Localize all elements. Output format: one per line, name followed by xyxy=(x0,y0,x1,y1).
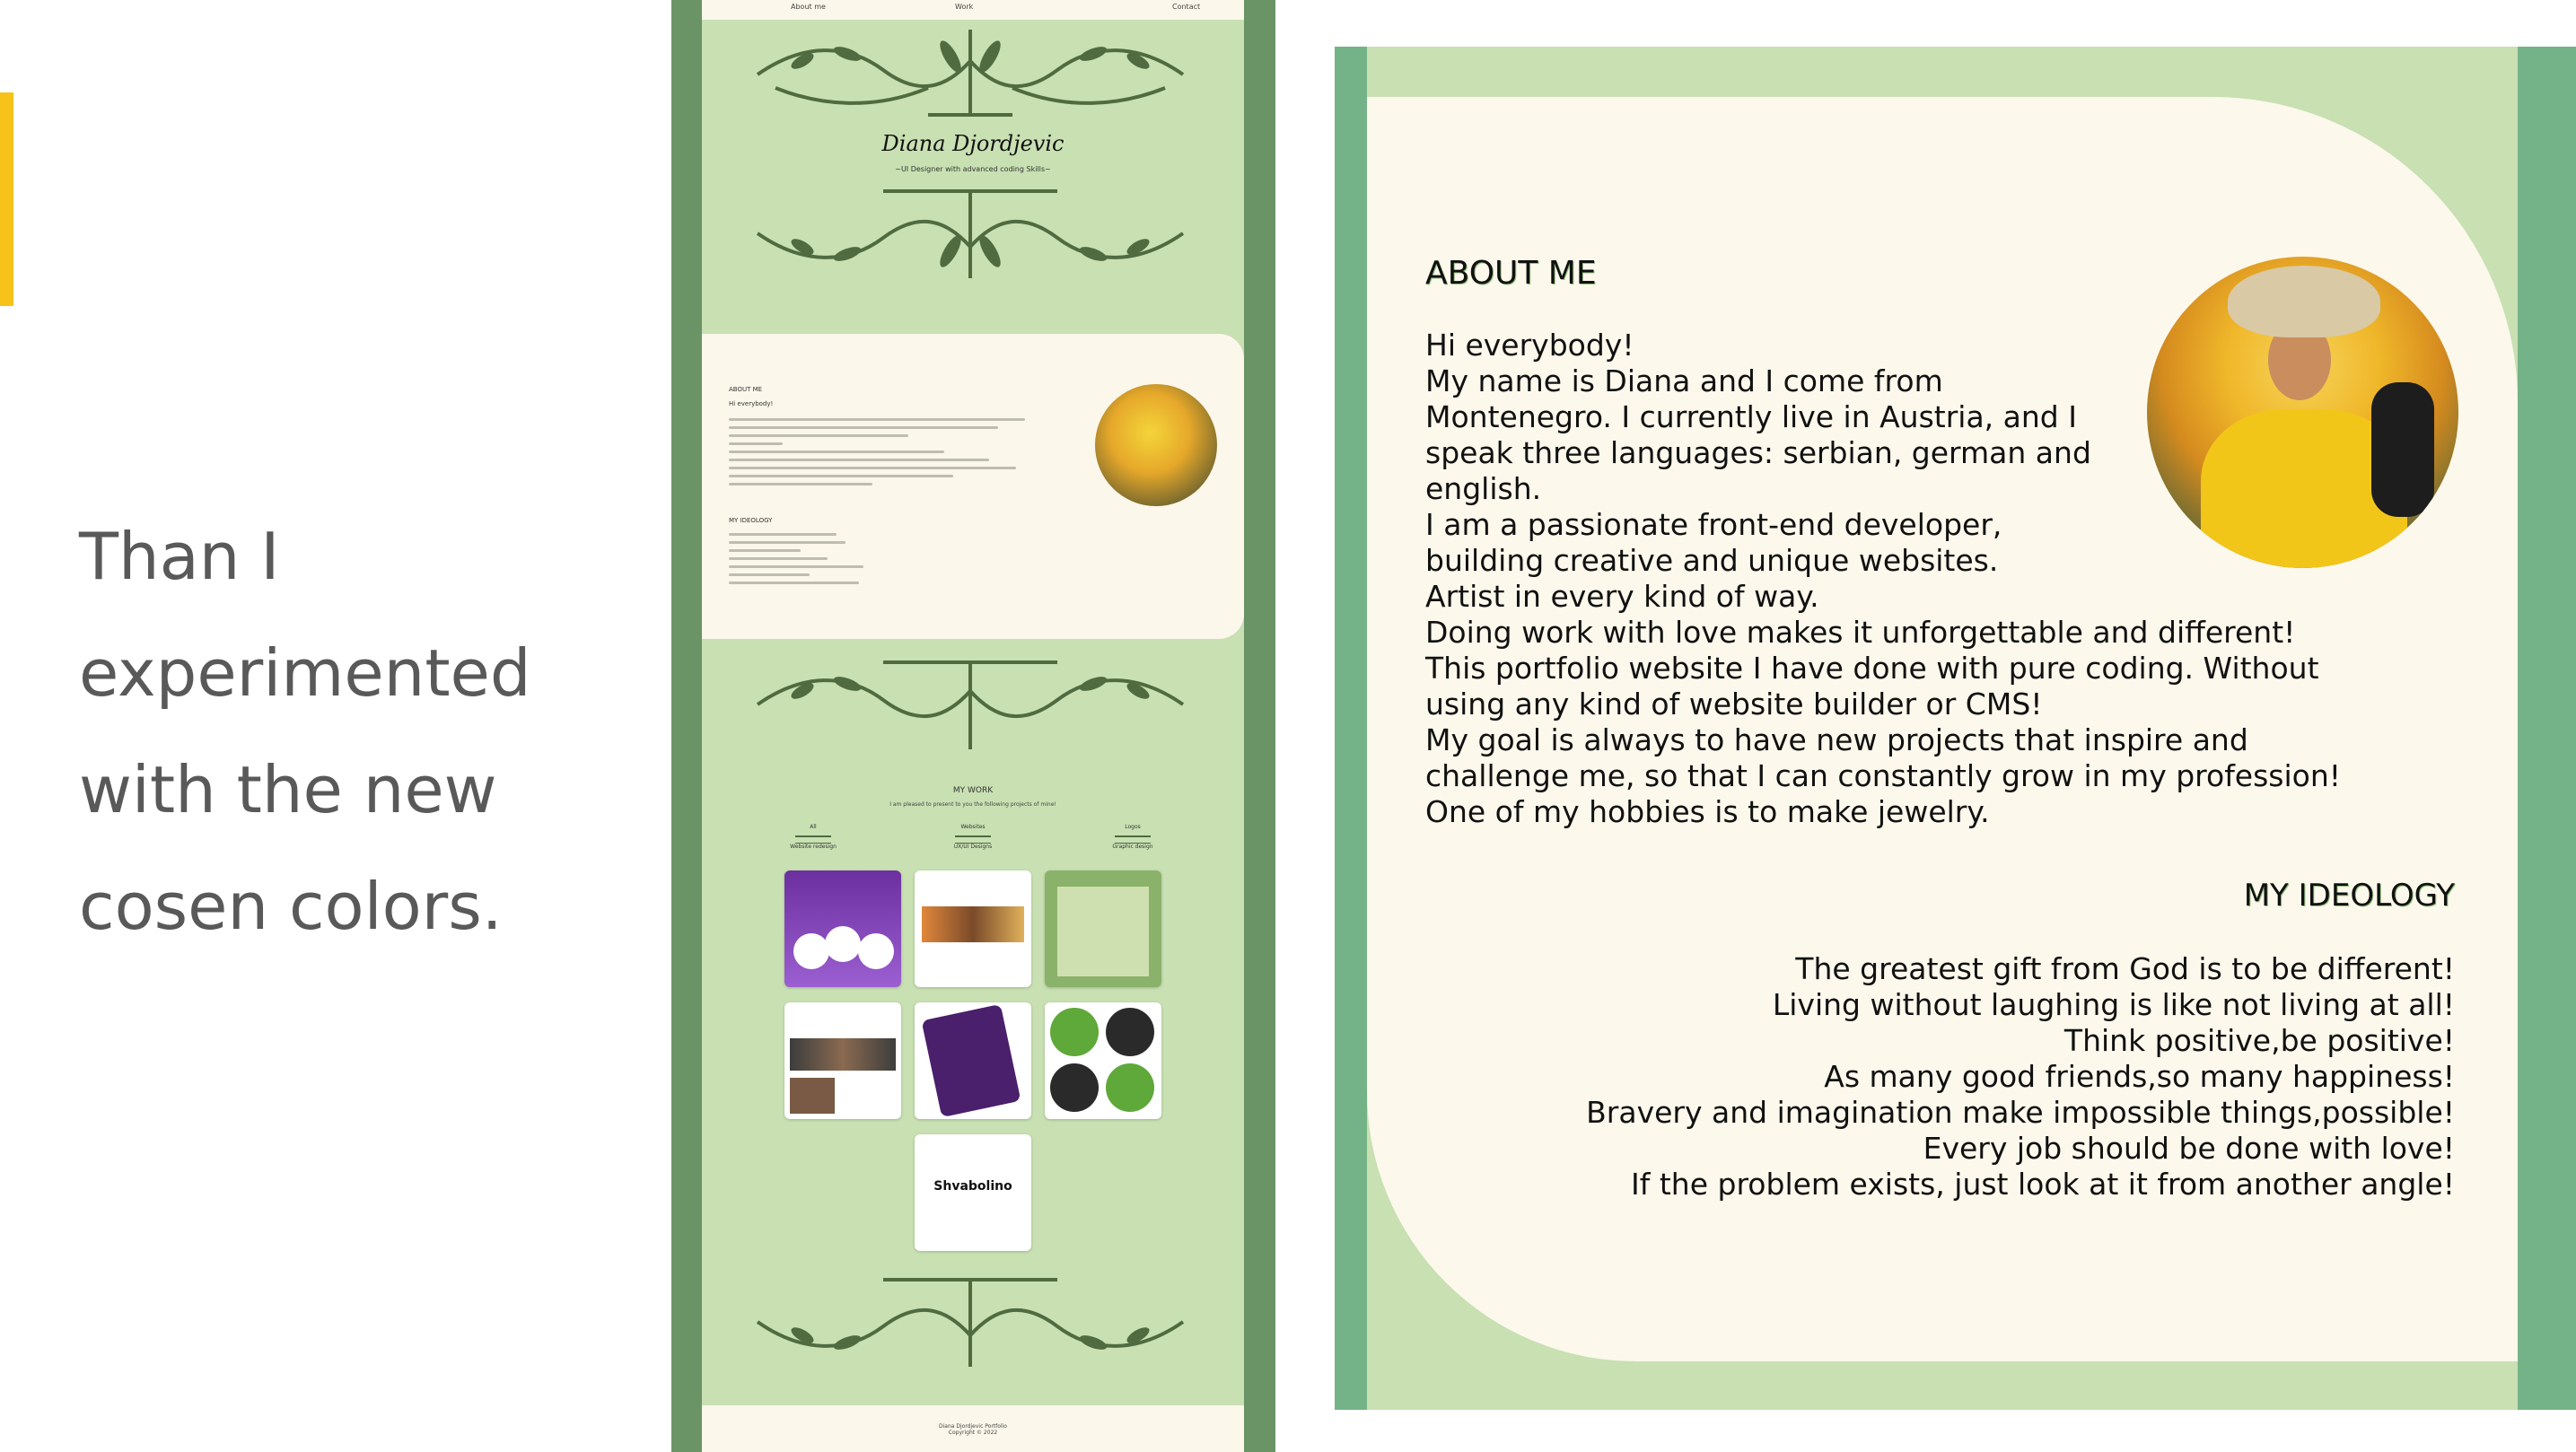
caption-line: with the new xyxy=(79,752,497,827)
category-divider xyxy=(795,835,831,844)
ornament-header-bottom xyxy=(749,184,1192,283)
photo-backpack xyxy=(2371,382,2434,517)
ideology-text xyxy=(1436,951,2455,1203)
about-line: using any kind of website builder or CMS! xyxy=(1425,687,2043,722)
preview-page xyxy=(702,0,1244,1452)
preview-nav xyxy=(702,0,1244,20)
preview-ideology-text xyxy=(729,533,872,590)
about-line: This portfolio website I have done with pure coding. Without xyxy=(1425,651,2319,686)
category-label: Websites xyxy=(960,824,986,830)
zoom-right-frame xyxy=(2518,47,2576,1410)
ideology-line: Living without laughing is like not living at all! xyxy=(1772,987,2455,1022)
ornament-top xyxy=(749,25,1192,124)
about-heading: ABOUT ME xyxy=(1425,255,1597,292)
project-tile[interactable] xyxy=(784,870,901,987)
category-sub: Website redesign xyxy=(790,844,837,850)
preview-greeting: Hi everybody! xyxy=(729,400,774,407)
category-label: All xyxy=(810,824,817,830)
project-tile[interactable] xyxy=(1045,1002,1161,1119)
project-tile[interactable] xyxy=(915,1002,1031,1119)
about-line: My name is Diana and I come from xyxy=(1425,363,1943,398)
preview-about-heading: ABOUT ME xyxy=(729,386,763,393)
preview-name: Diana Djordjevic xyxy=(881,131,1065,156)
ideology-heading: MY IDEOLOGY xyxy=(2243,878,2455,914)
website-preview xyxy=(671,0,1275,1452)
ideology-line: As many good friends,so many happiness! xyxy=(1824,1059,2455,1094)
preview-about-text xyxy=(729,418,1034,491)
nav-contact[interactable]: Contact xyxy=(1172,3,1201,11)
category-sub: Graphic design xyxy=(1112,844,1153,850)
about-line: Hi everybody! xyxy=(1425,328,1634,363)
about-line: challenge me, so that I can constantly grow in my profession! xyxy=(1425,758,2342,793)
nav-work[interactable]: Work xyxy=(955,3,974,11)
project-tile[interactable] xyxy=(1045,870,1161,987)
category-logos[interactable] xyxy=(1106,824,1160,850)
zoom-left-frame xyxy=(1335,47,1367,1410)
about-line: One of my hobbies is to make jewelry. xyxy=(1425,794,1990,829)
project-tile[interactable] xyxy=(784,1002,901,1119)
project-tile[interactable] xyxy=(915,870,1031,987)
slide-caption xyxy=(79,498,582,965)
about-line: Montenegro. I currently live in Austria, and I xyxy=(1425,399,2077,434)
footer-line: Diana Djordjevic Portfolio xyxy=(939,1423,1007,1430)
about-line: building creative and unique websites. xyxy=(1425,543,1999,578)
about-line: Artist in every kind of way. xyxy=(1425,579,1819,614)
photo-hat xyxy=(2228,266,2380,337)
ideology-line: Every job should be done with love! xyxy=(1923,1131,2455,1166)
ideology-line: If the problem exists, just look at it from another angle! xyxy=(1631,1167,2455,1202)
about-line: Doing work with love makes it unforgettable and different! xyxy=(1425,615,2296,650)
ideology-line: Think positive,be positive! xyxy=(2063,1023,2455,1058)
about-line: english. xyxy=(1425,471,1542,506)
preview-work-title: MY WORK xyxy=(952,786,994,795)
caption-line: cosen colors. xyxy=(79,869,503,944)
ideology-line: Bravery and imagination make impossible things,possible! xyxy=(1586,1095,2455,1130)
preview-subtitle: ~UI Designer with advanced coding Skills~ xyxy=(895,165,1051,173)
ornament-middle xyxy=(749,655,1192,754)
preview-profile-photo xyxy=(1095,384,1217,506)
category-sub: UX/UI Designs xyxy=(953,844,993,850)
nav-about[interactable]: About me xyxy=(791,3,826,11)
about-line: My goal is always to have new projects that inspire and xyxy=(1425,722,2248,757)
about-line: speak three languages: serbian, german and xyxy=(1425,435,2091,470)
category-divider xyxy=(1115,835,1151,844)
category-websites[interactable] xyxy=(946,824,1000,850)
accent-bar xyxy=(0,92,13,306)
tile-logo-text: Shvabolino xyxy=(933,1179,1012,1194)
footer-line: Copyright © 2022 xyxy=(948,1430,998,1436)
caption-line: Than I xyxy=(79,519,280,594)
ideology-line: The greatest gift from God is to be different! xyxy=(1795,951,2455,986)
caption-line: experimented xyxy=(79,635,531,711)
category-divider xyxy=(955,835,991,844)
project-tile[interactable] xyxy=(915,1134,1031,1251)
about-line: I am a passionate front-end developer, xyxy=(1425,507,2002,542)
preview-footer xyxy=(702,1405,1244,1452)
profile-photo xyxy=(2147,257,2458,568)
preview-ideology-heading: MY IDEOLOGY xyxy=(729,517,773,524)
ornament-bottom xyxy=(749,1273,1192,1371)
category-all[interactable] xyxy=(786,824,840,850)
preview-work-subtitle: I am pleased to present to you the following projects of mine! xyxy=(889,801,1056,808)
category-label: Logos xyxy=(1125,824,1141,830)
